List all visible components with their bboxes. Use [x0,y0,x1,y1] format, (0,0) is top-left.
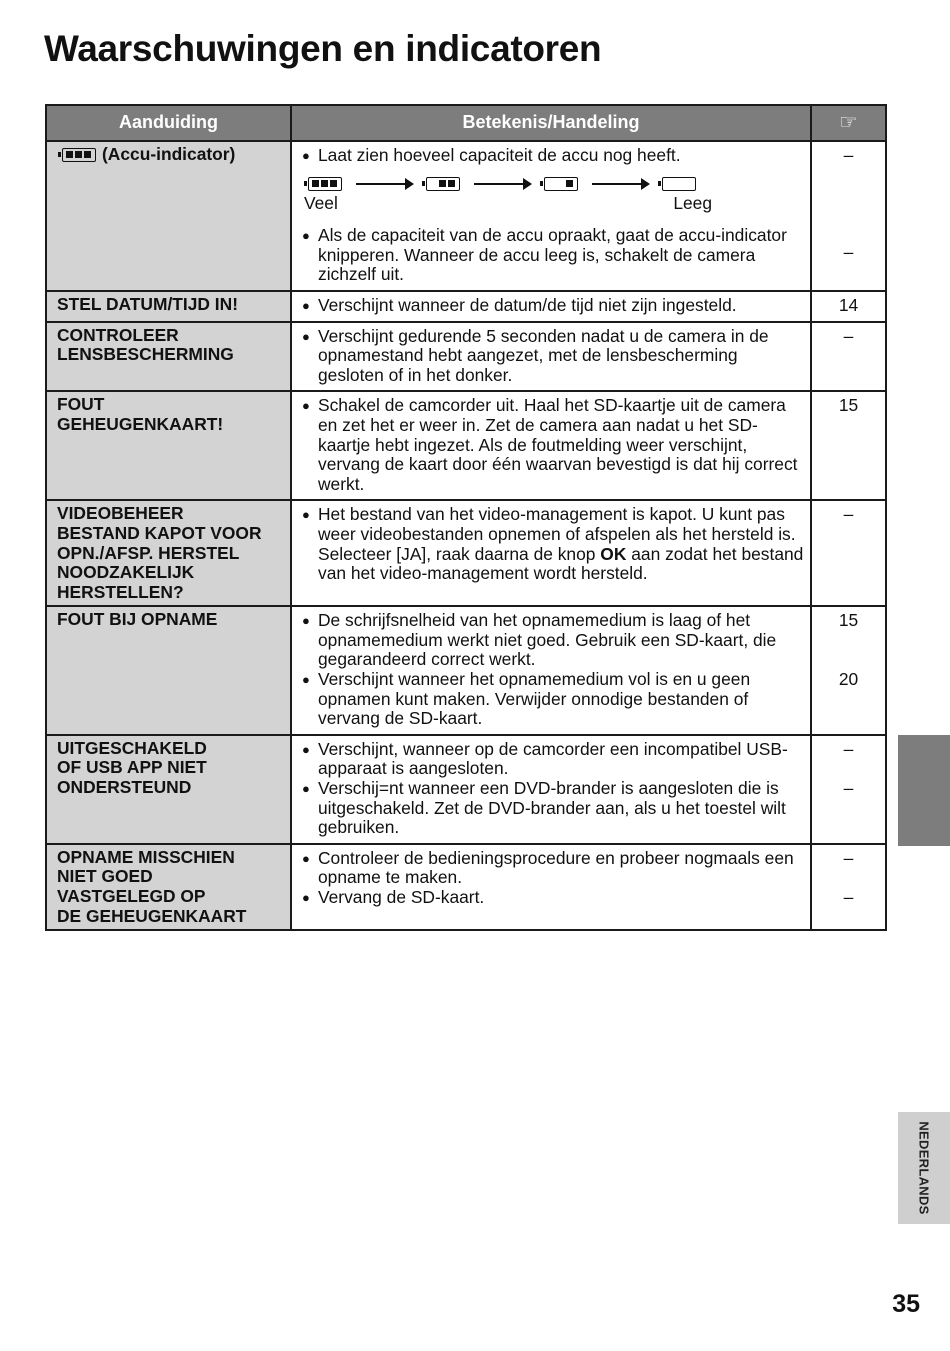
bullet-icon: ● [302,613,310,629]
table-header-row [46,105,886,141]
bullet-item: ● Verschijnt wanneer de datum/de tijd niet zijn ingesteld. [302,294,737,315]
arrow-right-icon [592,183,648,185]
meaning-cell [291,322,811,392]
header-reference-icon [811,105,886,141]
header-indicator: Aanduiding [46,105,291,141]
bullet-icon: ● [302,781,310,797]
battery-one-third-icon [544,177,578,191]
language-label: NEDERLANDS [916,1121,932,1215]
battery-indicator-label: (Accu-indicator) [102,144,236,164]
battery-level-diagram [308,174,804,194]
table-row [46,391,886,500]
bullet-icon: ● [302,228,310,244]
reference-cell: – – [811,735,886,844]
bullet-item: ● Verschij=nt wanneer een DVD-brander is aangesloten die is uitgeschakeld. Zet de DVD-brander aan, als u het toestel wilt gebruiken. [302,778,786,838]
bullet-icon: ● [302,328,310,344]
battery-full-icon [308,177,342,191]
reference-cell: – [811,500,886,606]
reference-cell: 15 [811,391,886,500]
reference-value: – [843,145,854,165]
label-full: Veel [304,192,338,213]
indicator-cell: FOUT GEHEUGENKAART! [46,391,291,500]
label-empty: Leeg [673,192,712,213]
indicator-cell: STEL DATUM/TIJD IN! [46,291,291,322]
meaning-cell [291,500,811,606]
meaning-cell [291,291,811,322]
page-number: 35 [892,1290,920,1318]
table-row-battery [46,141,886,291]
warnings-table [45,104,887,931]
meaning-cell [291,844,811,930]
page-title: Waarschuwingen en indicatoren [44,28,602,69]
bullet-item: ● Verschijnt gedurende 5 seconden nadat u de camera in de opnamestand hebt aangezet, met de lensbescherming gesloten of in het donker. [302,325,769,385]
indicator-cell [46,141,291,291]
meaning-cell [291,735,811,844]
bullet-icon: ● [302,297,310,313]
bullet-item: ● Controleer de bedieningsprocedure en probeer nogmaals een opname te maken. [302,847,794,888]
reference-cell [811,141,886,291]
header-meaning: Betekenis/Handeling [291,105,811,141]
bullet-icon: ● [302,148,310,163]
arrow-right-icon [474,183,530,185]
bullet-item: ● Schakel de camcorder uit. Haal het SD-kaartje uit de camera en zet het er weer in. Zet de camera aan nadat u het SD-kaartje hebt ingezet. Als de foutmelding weer verschijnt, vervang de kaart door één waarvan bevestigd is dat hij correct werkt. [302,395,798,494]
arrow-right-icon [356,183,412,185]
bullet-icon: ● [302,672,310,688]
bullet-icon: ● [302,890,310,905]
ok-button-label: OK [600,543,627,564]
indicator-cell: VIDEOBEHEER BESTAND KAPOT VOOR OPN./AFSP. HERSTEL NOODZAKELIJK HERSTELLEN? [46,500,291,606]
indicator-cell: OPNAME MISSCHIEN NIET GOED VASTGELEGD OP DE GEHEUGENKAART [46,844,291,930]
bullet-icon: ● [302,741,310,757]
table-row [46,844,886,930]
reference-cell: – – [811,844,886,930]
bullet-item: ● Vervang de SD-kaart. [302,887,485,907]
table-row [46,500,886,606]
bullet-item: ● De schrijfsnelheid van het opnamemedium is laag of het opnamemedium werkt niet goed. Gebruik een SD-kaart, die gegarandeerd correct werkt. [302,610,777,670]
indicator-cell: CONTROLEER LENSBESCHERMING [46,322,291,392]
table-row [46,735,886,844]
reference-cell: – [811,322,886,392]
bullet-item: ● Als de capaciteit van de accu opraakt, gaat de accu-indicator knipperen. Wanneer de accu leeg is, schakelt de camera zichzelf uit. [302,225,787,285]
bullet-item: ● Verschijnt, wanneer op de camcorder een incompatibel USB-apparaat is aangesloten. [302,738,788,779]
reference-cell: 14 [811,291,886,322]
battery-level-labels [304,194,712,214]
section-tab-marker [898,735,950,846]
meaning-cell [291,606,811,735]
battery-empty-icon [662,177,696,191]
bullet-icon: ● [302,850,310,866]
battery-two-thirds-icon [426,177,460,191]
table-row [46,291,886,322]
bullet-icon: ● [302,507,310,523]
bullet-item: ● Verschijnt wanneer het opnamemedium vol is en u geen opnamen kunt maken. Verwijder onnodige bestanden of vervang de SD-kaart. [302,669,751,729]
battery-full-icon [62,148,96,162]
meaning-cell [291,141,811,291]
bullet-icon: ● [302,398,310,414]
indicator-cell: FOUT BIJ OPNAME [46,606,291,735]
language-tab [898,1112,950,1224]
indicator-cell: UITGESCHAKELD OF USB APP NIET ONDERSTEUND [46,735,291,844]
pointing-hand-icon: ☞ [839,110,858,134]
reference-value: – [843,242,854,263]
table-row [46,322,886,392]
reference-cell: 15 20 [811,606,886,735]
table-row [46,606,886,735]
meaning-cell [291,391,811,500]
bullet-item: ● Laat zien hoeveel capaciteit de accu nog heeft. [302,145,681,165]
bullet-item: ● Het bestand van het video-management is kapot. U kunt pas weer videobestanden opnemen of afspelen als het hersteld is. Selecteer [JA], raak daarna de knop OK aan zodat het bestand van het video-management wordt hersteld. [302,504,804,584]
